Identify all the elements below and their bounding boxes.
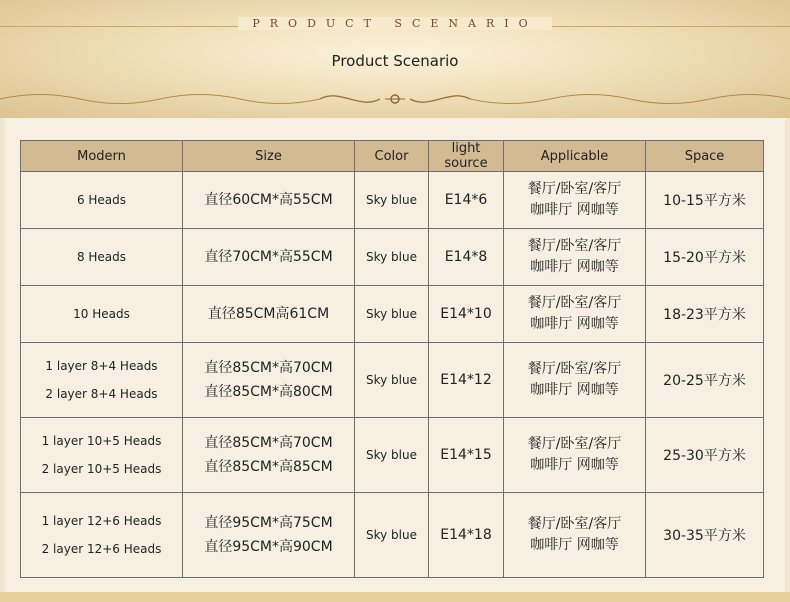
size-text: 直径70CM*高55CM: [204, 249, 333, 265]
applicable-line: 咖啡厅 网咖等: [530, 259, 619, 275]
caps-title: PRODUCT SCENARIO: [238, 17, 551, 30]
model-text: 1 layer 12+6 Heads: [41, 514, 162, 528]
size-text: 直径85CM*高80CM: [204, 384, 333, 400]
model-text: 2 layer 10+5 Heads: [41, 462, 162, 476]
page-title: Product Scenario: [331, 52, 459, 70]
color-cell: Sky blue: [355, 229, 429, 286]
applicable-line: 咖啡厅 网咖等: [530, 316, 619, 332]
applicable-line: 餐厅/卧室/客厅: [527, 516, 622, 532]
applicable-line: 咖啡厅 网咖等: [530, 457, 619, 473]
size-text: 直径85CM*高70CM: [204, 360, 333, 376]
size-cell: [183, 418, 355, 493]
space-cell: 20-25平方米: [646, 343, 764, 418]
space-cell: 18-23平方米: [646, 286, 764, 343]
model-text: 1 layer 10+5 Heads: [41, 434, 162, 448]
applicable-cell: [504, 229, 646, 286]
color-cell: Sky blue: [355, 493, 429, 578]
light-source-cell: E14*10: [429, 286, 504, 343]
applicable-cell: [504, 418, 646, 493]
color-cell: Sky blue: [355, 418, 429, 493]
space-cell: 10-15平方米: [646, 172, 764, 229]
bottom-band: [0, 592, 790, 602]
model-text: 6 Heads: [76, 193, 127, 207]
table-header-row: [21, 141, 764, 172]
applicable-line: 咖啡厅 网咖等: [530, 202, 619, 218]
color-cell: Sky blue: [355, 343, 429, 418]
model-text: 1 layer 8+4 Heads: [45, 359, 158, 373]
ornament-divider: [0, 86, 790, 112]
header-banner: [0, 0, 790, 118]
model-cell: [21, 343, 183, 418]
table-row: [21, 493, 764, 578]
model-text: 8 Heads: [76, 250, 127, 264]
size-text: 直径60CM*高55CM: [204, 192, 333, 208]
applicable-cell: [504, 343, 646, 418]
col-header-light-source: light source: [429, 141, 504, 172]
applicable-line: 餐厅/卧室/客厅: [527, 436, 622, 452]
col-header-space: Space: [646, 141, 764, 172]
applicable-line: 咖啡厅 网咖等: [530, 382, 619, 398]
size-text: 直径95CM*高90CM: [204, 539, 333, 555]
model-text: 2 layer 8+4 Heads: [45, 387, 158, 401]
applicable-line: 餐厅/卧室/客厅: [527, 295, 622, 311]
light-source-cell: E14*8: [429, 229, 504, 286]
size-cell: [183, 286, 355, 343]
space-cell: 25-30平方米: [646, 418, 764, 493]
col-header-modern: Modern: [21, 141, 183, 172]
applicable-line: 咖啡厅 网咖等: [530, 537, 619, 553]
product-table: [20, 140, 764, 578]
applicable-line: 餐厅/卧室/客厅: [527, 238, 622, 254]
color-cell: Sky blue: [355, 286, 429, 343]
light-source-cell: E14*12: [429, 343, 504, 418]
size-cell: [183, 172, 355, 229]
model-cell: [21, 229, 183, 286]
light-source-cell: E14*6: [429, 172, 504, 229]
table-row: [21, 172, 764, 229]
model-cell: [21, 418, 183, 493]
size-cell: [183, 229, 355, 286]
color-cell: Sky blue: [355, 172, 429, 229]
applicable-cell: [504, 493, 646, 578]
model-cell: [21, 172, 183, 229]
col-header-size: Size: [183, 141, 355, 172]
applicable-cell: [504, 286, 646, 343]
applicable-line: 餐厅/卧室/客厅: [527, 361, 622, 377]
table-row: [21, 229, 764, 286]
space-cell: 15-20平方米: [646, 229, 764, 286]
model-cell: [21, 493, 183, 578]
model-text: 10 Heads: [73, 307, 130, 321]
applicable-line: 餐厅/卧室/客厅: [527, 181, 622, 197]
size-cell: [183, 343, 355, 418]
model-cell: [21, 286, 183, 343]
caps-title-wrap: [0, 14, 790, 32]
space-cell: 30-35平方米: [646, 493, 764, 578]
model-text: 2 layer 12+6 Heads: [41, 542, 162, 556]
size-text: 直径85CM*高85CM: [204, 459, 333, 475]
size-cell: [183, 493, 355, 578]
col-header-color: Color: [355, 141, 429, 172]
col-header-applicable: Applicable: [504, 141, 646, 172]
applicable-cell: [504, 172, 646, 229]
table-row: [21, 343, 764, 418]
light-source-cell: E14*15: [429, 418, 504, 493]
light-source-cell: E14*18: [429, 493, 504, 578]
size-text: 直径95CM*高75CM: [204, 515, 333, 531]
table-row: [21, 286, 764, 343]
table-row: [21, 418, 764, 493]
size-text: 直径85CM*高70CM: [204, 435, 333, 451]
size-text: 直径85CM高61CM: [207, 306, 330, 322]
